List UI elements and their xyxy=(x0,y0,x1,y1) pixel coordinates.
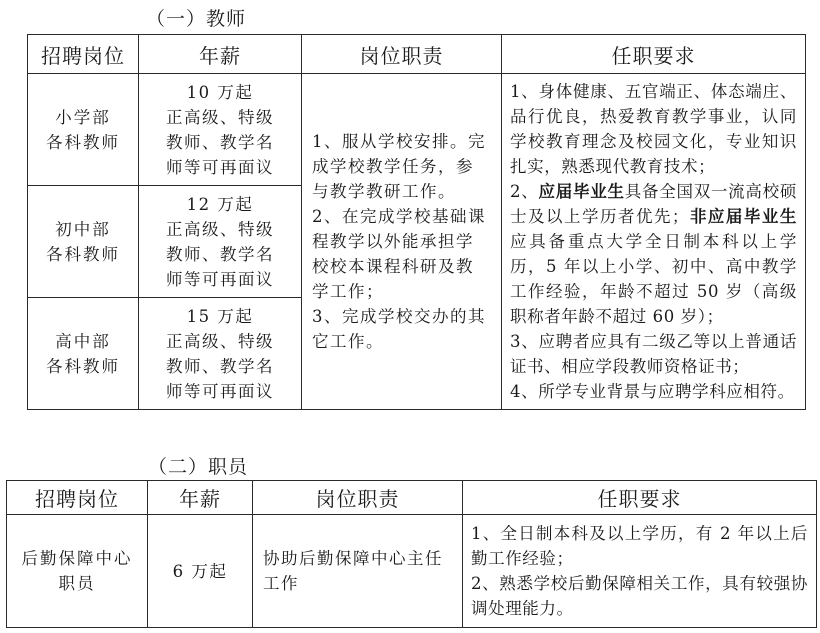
salary-note-line: 正高级、特级 xyxy=(166,331,274,351)
requirement-text: 具备全国双一流高校硕士及以上学历者优先； xyxy=(510,182,798,226)
salary-note-line: 师等可再面议 xyxy=(166,381,274,401)
position-cell-primary xyxy=(28,74,139,186)
requirement-item: 3、应聘者应具有二级乙等以上普通话证书、相应学段教师资格证书； xyxy=(510,332,797,376)
header-position: 招聘岗位 xyxy=(7,481,148,515)
table-row xyxy=(7,515,817,628)
position-line: 各科教师 xyxy=(46,356,120,376)
header-requirements: 任职要求 xyxy=(463,481,817,515)
requirement-item xyxy=(510,179,797,329)
table-row xyxy=(28,74,806,186)
staff-table xyxy=(6,480,817,628)
position-line: 高中部 xyxy=(55,331,111,351)
teachers-table xyxy=(27,34,806,410)
header-position: 招聘岗位 xyxy=(28,35,139,74)
requirement-item: 4、所学专业背景与应聘学科应相符。 xyxy=(510,382,795,401)
requirement-item: 1、全日制本科及以上学历，有 2 年以上后勤工作经验； xyxy=(471,524,808,568)
header-requirements: 任职要求 xyxy=(502,35,806,74)
duties-cell-staff: 协助后勤保障中心主任工作 xyxy=(253,515,463,628)
header-duties: 岗位职责 xyxy=(302,35,502,74)
requirement-text: 应具备重点大学全日制本科以上学历，5 年以上小学、初中、高中教学工作经验，年龄不超过 50 岁（高级职称者年龄不超过 60 岁）； xyxy=(510,232,797,326)
salary-note-line: 师等可再面议 xyxy=(166,157,274,177)
requirement-item: 1、身体健康、五官端正、体态端庄、品行优良，热爱教育教学事业，认同学校教育理念及校园文化，专业知识扎实，熟悉现代教育技术； xyxy=(510,82,797,176)
requirement-item: 2、熟悉学校后勤保障相关工作，具有较强协调处理能力。 xyxy=(471,574,808,618)
salary-note-line: 正高级、特级 xyxy=(166,107,274,127)
duty-item: 3、完成学校交办的其它工作。 xyxy=(312,307,486,351)
header-salary: 年薪 xyxy=(148,481,253,515)
duty-item: 2、在完成学校基础课程教学以外能承担学校校本课程科研及教学工作； xyxy=(312,207,486,301)
position-line: 小学部 xyxy=(55,107,111,127)
section-title-teachers: （一）教师 xyxy=(146,8,247,30)
header-duties: 岗位职责 xyxy=(253,481,463,515)
table-header-row xyxy=(7,481,817,515)
requirements-cell xyxy=(502,74,806,410)
requirements-cell-staff xyxy=(463,515,817,628)
duty-item: 1、服从学校安排。完成学校教学任务，参与教学教研工作。 xyxy=(312,132,486,201)
salary-note-line: 正高级、特级 xyxy=(166,219,274,239)
salary-note-line: 师等可再面议 xyxy=(166,269,274,289)
salary-note-line: 教师、教学名 xyxy=(166,132,274,152)
requirement-number: 2、 xyxy=(510,182,539,201)
position-line: 初中部 xyxy=(55,219,111,239)
table-header-row xyxy=(28,35,806,74)
section-title-staff: （二）职员 xyxy=(148,456,249,478)
requirement-emphasis: 非应届毕业生 xyxy=(689,207,798,226)
position-line: 各科教师 xyxy=(46,132,120,152)
salary-cell-staff: 6 万起 xyxy=(148,515,253,628)
position-line: 职员 xyxy=(58,574,96,593)
requirement-emphasis: 应届毕业生 xyxy=(538,182,625,201)
salary-note-line: 教师、教学名 xyxy=(166,244,274,264)
salary-cell-middle xyxy=(139,186,302,298)
duties-cell xyxy=(302,74,502,410)
salary-amount: 10 万起 xyxy=(186,82,254,102)
position-cell-staff xyxy=(7,515,148,628)
salary-amount: 12 万起 xyxy=(186,194,254,214)
position-cell-middle xyxy=(28,186,139,298)
header-salary: 年薪 xyxy=(139,35,302,74)
salary-amount: 15 万起 xyxy=(186,306,254,326)
position-cell-high xyxy=(28,298,139,410)
position-line: 后勤保障中心 xyxy=(21,549,133,568)
salary-note-line: 教师、教学名 xyxy=(166,356,274,376)
salary-cell-primary xyxy=(139,74,302,186)
position-line: 各科教师 xyxy=(46,244,120,264)
salary-cell-high xyxy=(139,298,302,410)
